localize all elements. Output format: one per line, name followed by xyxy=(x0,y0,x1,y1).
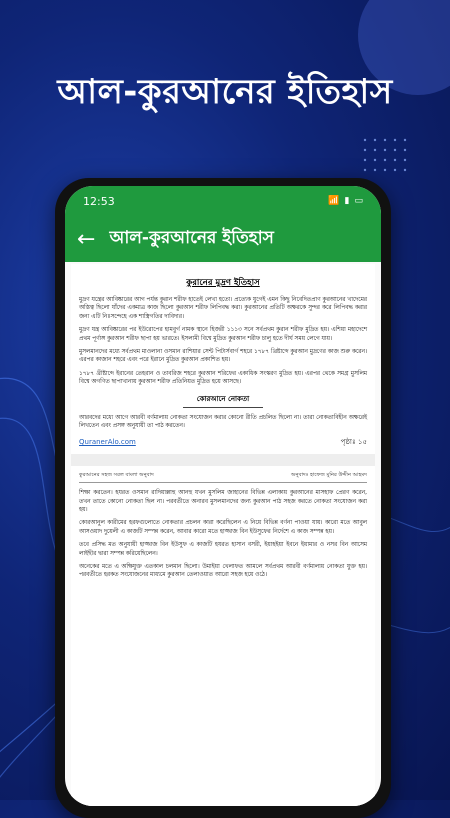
promo-headline: আল-কুরআনের ইতিহাস xyxy=(57,72,393,112)
wifi-icon: 📶 xyxy=(328,196,340,206)
website-link[interactable]: QuranerAlo.com xyxy=(79,438,136,447)
status-icons xyxy=(328,196,363,206)
running-head-left: কুরআনের সহজ সরল বাংলা অনুবাদ xyxy=(79,472,154,479)
running-head-right: অনুবাদঃ হাফেজ মুনির উদ্দীন আহমদ xyxy=(291,472,367,479)
status-bar xyxy=(65,186,381,216)
app-screen xyxy=(65,186,381,806)
paragraph-9: অনেকের মতে এ অক্ষিযুক্ত এতকাল চলমান ছিলো। উমাইয়া খেলাফত আমলে সর্বপ্রথম আরবী বর্ণমালায় নোকতা যুক্ত হয়। পরবর্তীতে হরকত সংযোজনের মাধ্যমে কুরআন তেলাওয়াত আরো সহজ হয়ে ওঠে। xyxy=(79,564,367,579)
paragraph-7: কোরআনুল কারীমের হরফগুলোতে নোকতার প্রচলন কারা করেছিলেন এ নিয়ে বিভিন্ন বর্ণনা পাওয়া যায়। কারো মতে আবুল আসওয়াদ দুয়েলী এ কাজটি সম্পন্ন করেন, আবার কারো মতে হাজ্জাজ বিন ইউসুফের নির্দেশে এ কাজ সম্পন্ন হয়। xyxy=(79,520,367,535)
running-header xyxy=(79,472,367,483)
document-page[interactable] xyxy=(71,264,375,806)
status-time: 12:53 xyxy=(83,194,115,208)
section-heading-nuqta: কোরআনে নোকতা xyxy=(183,393,263,408)
page-footer xyxy=(79,436,367,448)
paragraph-6: শিক্ষা করতেন। হযরত ওসমান রাদিয়াল্লাহু আনহু যখন মুসলিম জাহানের বিভিন্ন এলাকায় কুরআনের মাসহাফ প্রেরণ করেন, তখন তাতে কোনো নোকতা ছিল না। পরবর্তীতে অনারব মুসলমানদের জন্য কুরআন পাঠ সহজ করতে নোকতা সংযোজন করা হয়। xyxy=(79,490,367,514)
paragraph-3: মুসলমানদের মধ্যে সর্বপ্রথম মাওলানা ওসমান রাশিয়ার সেন্ট পিটার্সবার্গ শহরে ১৭৮৭ খ্রিষ্টাব্দে কুরআন মুদ্রণের কাজ শুরু করেন। এরপর কাজান শহরে এবং পরে ইরানে মুদ্রিত কুরআন প্রকাশিত হয়। xyxy=(79,348,367,364)
battery-icon: ▭ xyxy=(354,196,363,206)
section-heading-printing-history: কুরানের মুদ্রণ ইতিহাস xyxy=(186,278,260,288)
phone-mockup xyxy=(55,178,391,818)
page-divider xyxy=(71,454,375,466)
paragraph-1: মুদ্রণ যন্ত্রের আবিষ্কারের আগ পর্যন্ত কুরান শরীফ হাতেই লেখা হতো। প্রত্যেক যুগেই এমন কিছু নিবেদিতপ্রাণ কুরআনের খাদেমের অস্তিত্ব ছিলো যাঁদের একমাত্র কাজ ছিলো কুরআন শরীফ লিপিবদ্ধ করা। কুরআনের প্রতিটি অক্ষরকে সুন্দর করে লিপিবদ্ধ করার জন্য এটি নিঃসন্দেহে এক শাস্ত্রিগতির দাবিদার। xyxy=(79,297,367,320)
toolbar-title: আল-কুরআনের ইতিহাস xyxy=(109,228,274,248)
paragraph-8: তবে প্রসিদ্ধ মত অনুযায়ী হাজ্জাজ বিন ইউসুফ এ কাজটি হযরত হাসান বসরী, ইয়াহইয়া ইবনে ইয়ামার ও নসর বিন আসেম লাইছীর দ্বারা সম্পন্ন করিয়েছিলেন। xyxy=(79,542,367,557)
paragraph-2: মুদ্রণ যন্ত্র আবিষ্কারের পর ইউরোপের হামবুর্গ নামক স্থানে হিজরী ১১১৩ সনে সর্বপ্রথম কুরান শরীফ মুদ্রিত হয়। এশিয়া মহাদেশে প্রথম পূর্ণাঙ্গ কুরআন শরীফ ছাপা হয় ভারতে। ইসলামী বিশ্বে মুদ্রিত কুরআন শরীফ চালু হতে দীর্ঘ সময় লেগে যায়। xyxy=(79,327,367,342)
paragraph-5: আরবদের মধ্যে আগে আরবী বর্ণমালায় নোকতা সংযোজন করার কোনো রীতি প্রচলিত ছিলো না। তারা নোকতাবিহীন অক্ষরেই লিখতেন এবং প্রসঙ্গ অনুযায়ী তা পাঠ করতেন। xyxy=(79,414,367,429)
back-arrow-icon[interactable]: ← xyxy=(77,226,96,252)
paragraph-4: ১৭৮৭ খ্রীষ্টাব্দে ইরানের তেহরান ও তাবরিজ শহরে কুরআন শরিফের একাধিক সংস্করণ মুদ্রিত হয়। এরপর থেকে সমগ্র মুসলিম বিশ্বে অগণিত ছাপাখানায় কুরআন শরীফ প্রতিনিয়ত মুদ্রিত হয়ে আসছে। xyxy=(79,370,367,386)
page-number: পৃষ্ঠাঃ ১৫ xyxy=(340,438,367,447)
page-fade xyxy=(71,766,375,806)
signal-icon: ▮ xyxy=(344,196,350,206)
app-toolbar xyxy=(65,216,381,262)
